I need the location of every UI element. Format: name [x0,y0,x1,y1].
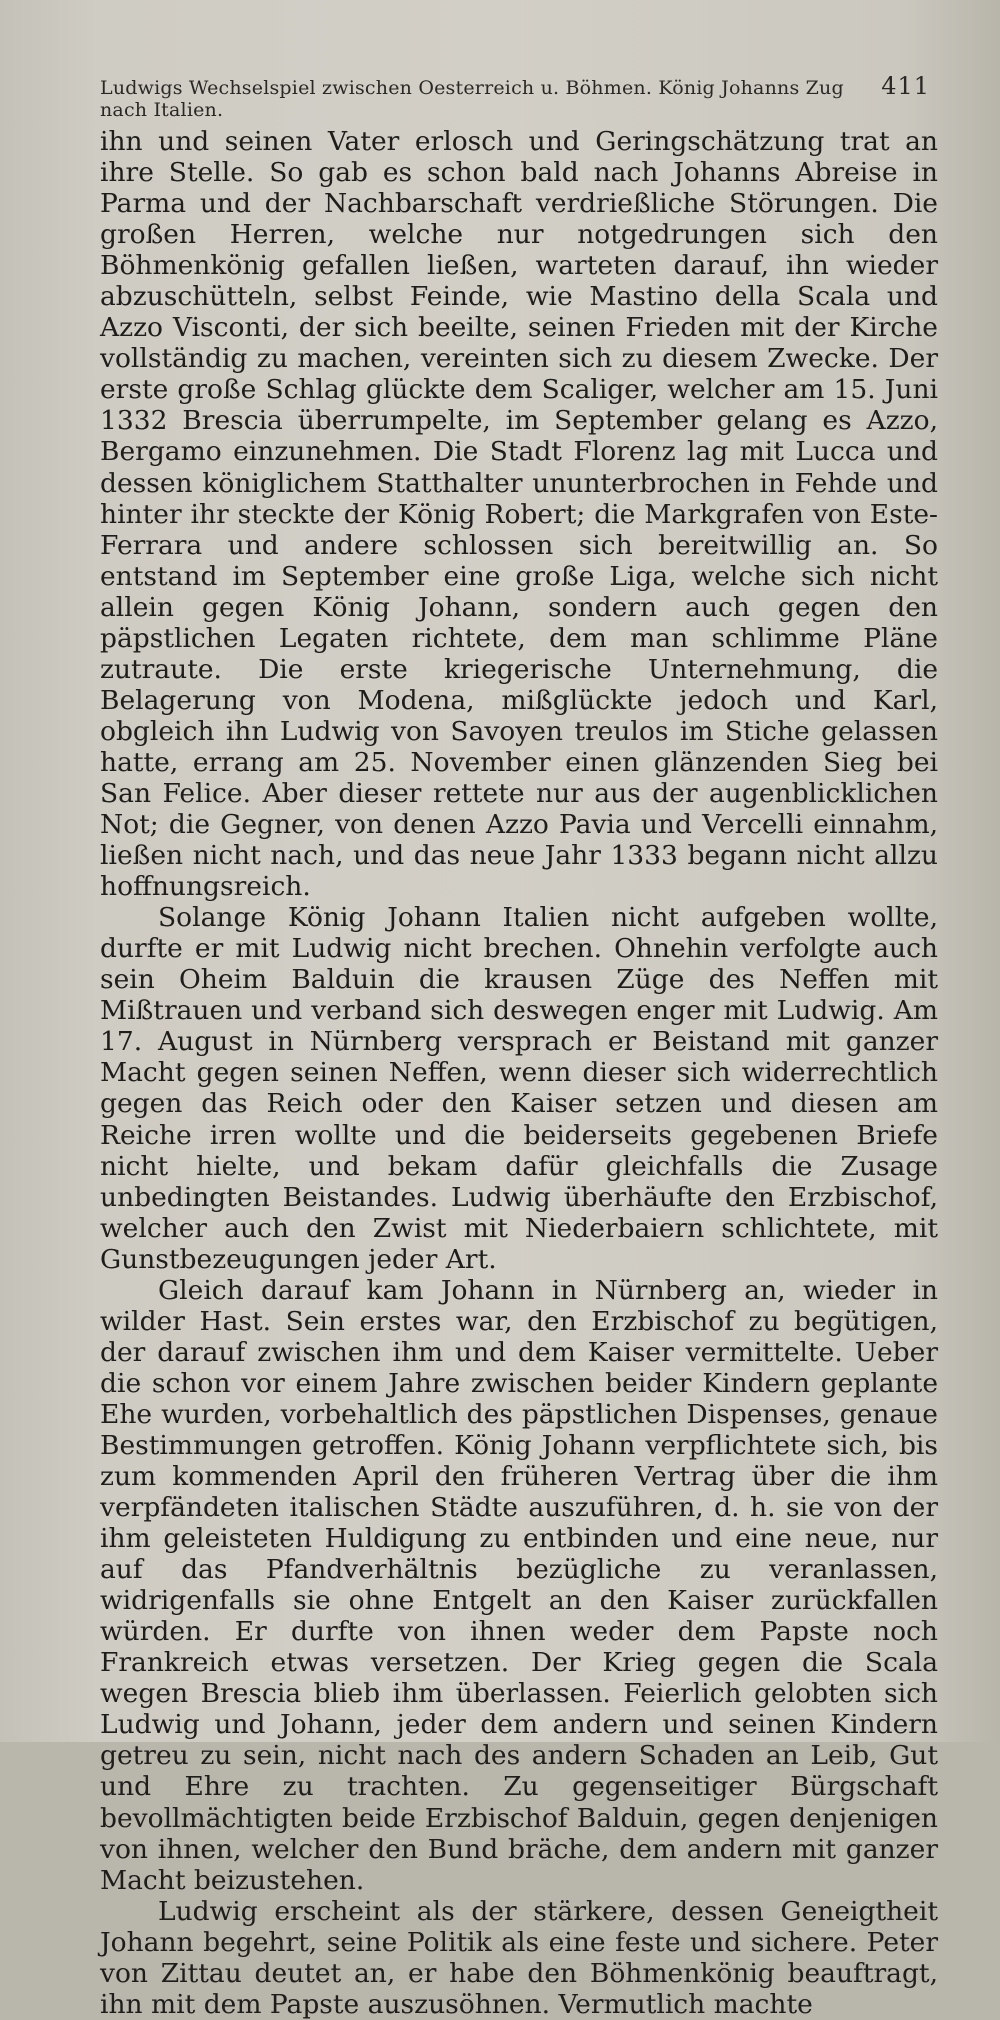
running-title: Ludwigs Wechselspiel zwischen Oesterreich u. Böhmen. König Johanns Zug nach Italien. [100,77,844,121]
body-text [100,126,938,2020]
paragraph: Ludwig erscheint als der stärkere, dessen Geneigtheit Johann begehrt, seine Politik als eine feste und sichere. Peter von Zittau deutet an, er habe den Böhmenkönig beauftragt, ihn mit dem Papste auszusöhnen. Vermutlich machte [100,1895,938,2020]
paragraph: Solange König Johann Italien nicht aufgeben wollte, durfte er mit Ludwig nicht brechen. Ohnehin verfolgte auch sein Oheim Balduin die krausen Züge des Neffen mit Mißtrauen und verband sich deswegen enger mit Ludwig. Am 17. August in Nürnberg versprach er Beistand mit ganzer Macht gegen seinen Neffen, wenn dieser sich widerrechtlich gegen das Reich oder den Kaiser setzen und diesen am Reiche irren wollte und die beiderseits gegebenen Briefe nicht hielte, und bekam dafür gleichfalls die Zusage unbedingten Beistandes. Ludwig überhäufte den Erzbischof, welcher auch den Zwist mit Niederbaiern schlichtete, mit Gunstbezeugungen jeder Art. [100,902,938,1275]
paragraph: Gleich darauf kam Johann in Nürnberg an, wieder in wilder Hast. Sein erstes war, den Erzbischof zu begütigen, der darauf zwischen ihm und dem Kaiser vermittelte. Ueber die schon vor einem Jahre zwischen beider Kindern geplante Ehe wurden, vorbehaltlich des päpstlichen Dispenses, genaue Bestimmungen getroffen. König Johann verpflichtete sich, bis zum kommenden April den früheren Vertrag über die ihm verpfändeten italischen Städte auszuführen, d. h. sie von der ihm geleisteten Huldigung zu entbinden und eine neue, nur auf das Pfandverhältnis bezügliche zu veranlassen, widrigenfalls sie ohne Entgelt an den Kaiser zurückfallen würden. Er durfte von ihnen weder dem Papste noch Frankreich etwas versetzen. Der Krieg gegen die Scala wegen Brescia blieb ihm überlassen. Feierlich gelobten sich Ludwig und Johann, jeder dem andern und seinen Kindern getreu zu sein, nicht nach des andern Schaden an Leib, Gut und Ehre zu trachten. Zu gegenseitiger Bürgschaft bevollmächtigten beide Erzbischof Balduin, gegen denjenigen von ihnen, welcher den Bund bräche, dem andern mit ganzer Macht beizustehen. [100,1274,938,1896]
page-number: 411 [881,72,930,100]
running-header [100,72,930,121]
paragraph: ihn und seinen Vater erlosch und Geringschätzung trat an ihre Stelle. So gab es schon bald nach Johanns Abreise in Parma und der Nachbarschaft verdrießliche Störungen. Die großen Herren, welche nur notgedrungen sich den Böhmenkönig gefallen ließen, warteten darauf, ihn wieder abzuschütteln, selbst Feinde, wie Mastino della Scala und Azzo Visconti, der sich beeilte, seinen Frieden mit der Kirche vollständig zu machen, vereinten sich zu diesem Zwecke. Der erste große Schlag glückte dem Scaliger, welcher am 15. Juni 1332 Brescia überrumpelte, im September gelang es Azzo, Bergamo einzunehmen. Die Stadt Florenz lag mit Lucca und dessen königlichem Statthalter ununterbrochen in Fehde und hinter ihr steckte der König Robert; die Markgrafen von Este-Ferrara und andere schlossen sich bereitwillig an. So entstand im September eine große Liga, welche sich nicht allein gegen König Johann, sondern auch gegen den päpstlichen Legaten richtete, dem man schlimme Pläne zutraute. Die erste kriegerische Unternehmung, die Belagerung von Modena, mißglückte jedoch und Karl, obgleich ihn Ludwig von Savoyen treulos im Stiche gelassen hatte, errang am 25. November einen glänzenden Sieg bei San Felice. Aber dieser rettete nur aus der augenblicklichen Not; die Gegner, von denen Azzo Pavia und Vercelli einnahm, ließen nicht nach, und das neue Jahr 1333 begann nicht allzu hoffnungsreich. [100,126,938,903]
